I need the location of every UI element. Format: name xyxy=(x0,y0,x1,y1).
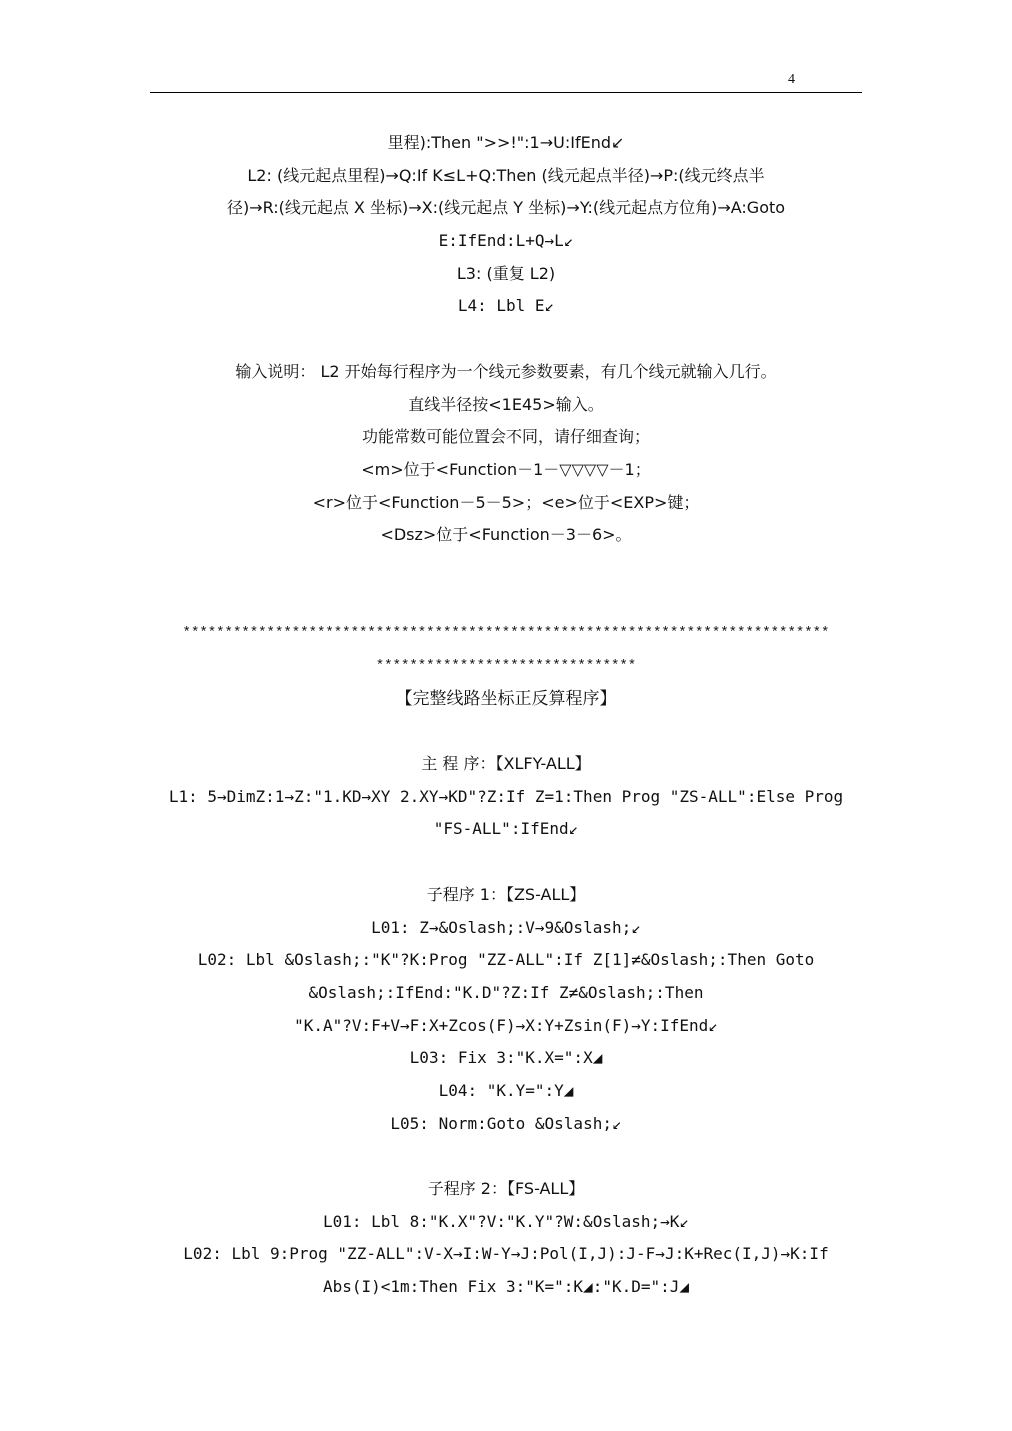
page-number: 4 xyxy=(788,72,795,87)
note-line: 功能常数可能位置会不同，请仔细查询； xyxy=(361,427,650,447)
blank-line xyxy=(150,585,862,618)
blank-line xyxy=(150,323,862,356)
main-program-heading: 主 程 序：【XLFY-ALL】 xyxy=(421,754,591,774)
code-line: L02: Lbl &Oslash;:"K"?K:Prog "ZZ-ALL":If Z[1]≠&Oslash;:Then Goto xyxy=(197,950,815,970)
header-rule xyxy=(150,92,862,93)
code-line: &Oslash;:IfEnd:"K.D"?Z:If Z≠&Oslash;:Then xyxy=(308,982,704,1002)
blank-line xyxy=(150,552,862,585)
program-title: 【完整线路坐标正反算程序】 xyxy=(395,688,617,709)
note-line: <m>位于<Function－1－▽▽▽▽－1； xyxy=(361,459,651,479)
code-line: "FS-ALL":IfEnd↙ xyxy=(433,819,579,839)
note-line: 直线半径按<1E45>输入。 xyxy=(408,394,604,414)
text-line: E:IfEnd:L+Q→L↙ xyxy=(438,231,574,251)
code-line: L01: Z→&Oslash;:V→9&Oslash;↙ xyxy=(371,917,641,937)
code-line: L05: Norm:Goto &Oslash;↙ xyxy=(390,1113,622,1133)
separator-line: ******************************* xyxy=(375,658,637,674)
text-line: L4: Lbl E↙ xyxy=(457,296,555,316)
blank-line xyxy=(150,846,862,879)
blank-line xyxy=(150,715,862,748)
text-line: 里程):Then ">>!":1→U:IfEnd↙ xyxy=(387,133,625,152)
document-body xyxy=(150,127,862,1304)
code-line: L02: Lbl 9:Prog "ZZ-ALL":V-X→I:W-Y→J:Pol(I,J):J-F→J:K+Rec(I,J)→K:If xyxy=(183,1244,829,1264)
text-line: L3: (重复 L2) xyxy=(456,263,556,283)
code-line: L01: Lbl 8:"K.X"?V:"K.Y"?W:&Oslash;→K↙ xyxy=(322,1211,690,1231)
note-line: <r>位于<Function－5－5>；<e>位于<EXP>键； xyxy=(312,492,700,512)
separator-line: ***************************************************************************** xyxy=(182,625,830,642)
code-line: L1: 5→DimZ:1→Z:"1.KD→XY 2.XY→KD"?Z:If Z=1:Then Prog "ZS-ALL":Else Prog xyxy=(168,786,844,806)
text-line: 径)→R:(线元起点 X 坐标)→X:(线元起点 Y 坐标)→Y:(线元起点方位角)→A:Goto xyxy=(226,198,786,218)
code-line: L04: "K.Y=":Y◢ xyxy=(438,1080,574,1100)
code-line: L03: Fix 3:"K.X=":X◢ xyxy=(409,1048,603,1068)
text-line: L2: (线元起点里程)→Q:If K≤L+Q:Then (线元起点半径)→P:(线元终点半 xyxy=(247,165,765,185)
blank-line xyxy=(150,1140,862,1173)
subprogram-1-heading: 子程序 1：【ZS-ALL】 xyxy=(426,884,586,904)
code-line: "K.A"?V:F+V→F:X+Zcos(F)→X:Y+Zsin(F)→Y:IfEnd↙ xyxy=(294,1015,718,1035)
note-line: <Dsz>位于<Function－3－6>。 xyxy=(380,525,632,545)
subprogram-2-heading: 子程序 2：【FS-ALL】 xyxy=(427,1179,585,1198)
code-line: Abs(I)<1m:Then Fix 3:"K=":K◢:"K.D=":J◢ xyxy=(322,1277,690,1297)
note-line: 输入说明： L2 开始每行程序为一个线元参数要素，有几个线元就输入几行。 xyxy=(235,361,777,381)
